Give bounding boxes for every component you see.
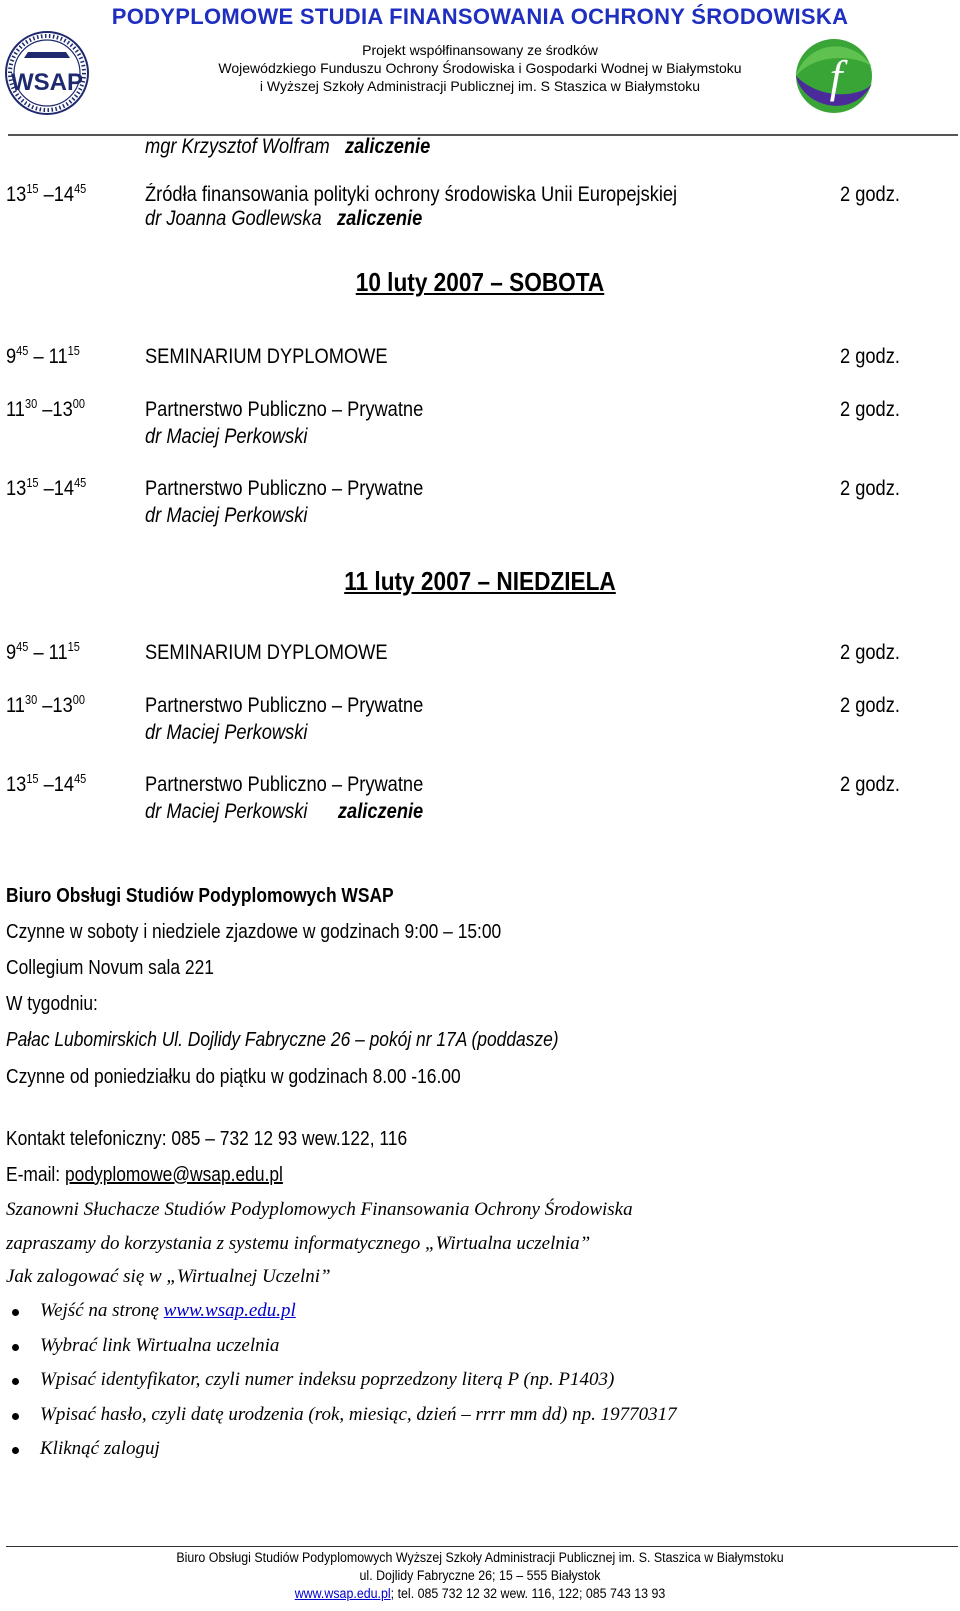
bullet-icon [12,1447,19,1454]
time-range: $13^{15}$ $-14^{45}$ [6,181,87,206]
course-hours: 2 godz. [840,694,900,717]
login-step-5: Kliknąć zaloguj [40,1438,160,1459]
time-range: $9^{45} - 11^{15}$ [6,639,80,664]
email-link[interactable]: podyplomowe@wsap.edu.pl [64,1164,283,1186]
login-step-1: Wejść na stronę www.wsap.edu.pl [40,1300,296,1321]
bullet-icon [12,1413,19,1420]
course-lecturer: dr Joanna Godlewska zaliczenie [145,207,423,230]
bullet-icon [12,1378,19,1385]
wsap-logo [4,30,90,116]
office-address: Pałac Lubomirskich Ul. Dojlidy Fabryczne 26 – pokój nr 17A (poddasze) [6,1029,559,1051]
login-step-3: Wpisać identyfikator, czyli numer indeksu poprzedzony literą P (np. P1403) [40,1369,615,1390]
footer-divider [6,1546,958,1547]
course-subject: Partnerstwo Publiczno – Prywatne [145,773,424,796]
course-lecturer: dr Maciej Perkowski [145,425,308,448]
course-subject: Źródła finansowania polityki ochrony środowiska Unii Europejskiej [145,183,678,206]
svg-text:f: f [829,51,843,102]
course-hours: 2 godz. [840,398,900,421]
footer-website-link[interactable]: www.wsap.edu.pl [294,1586,391,1601]
course-lecturer: dr Maciej Perkowski zaliczenie [145,800,424,823]
time-range: $11^{30}$ $-13^{00}$ [6,692,85,717]
course-lecturer: dr Maciej Perkowski [145,721,308,744]
bullet-icon [12,1344,19,1351]
svg-text:WSAP: WSAP [11,69,83,96]
wsap-website-link[interactable]: www.wsap.edu.pl [163,1300,296,1321]
time-range: $9^{45} - 11^{15}$ [6,343,80,368]
fund-logo [792,36,876,116]
course-subject: Partnerstwo Publiczno – Prywatne [145,398,424,421]
office-phone: Kontakt telefoniczny: 085 – 732 12 93 wew.122, 116 [6,1128,408,1150]
course-hours: 2 godz. [840,477,900,500]
office-weekday-label: W tygodniu: [6,993,98,1015]
time-range: $13^{15}$ $-14^{45}$ [6,771,87,796]
document-title: PODYPLOMOWE STUDIA FINANSOWANIA OCHRONY ŚRODOWISKA [111,4,849,29]
notice-line-1: Szanowni Słuchacze Studiów Podyplomowych Finansowania Ochrony Środowiska [6,1199,633,1220]
header-line-2: Wojewódzkiego Funduszu Ochrony Środowiska i Gospodarki Wodnej w Białymstoku [218,60,742,76]
office-room: Collegium Novum sala 221 [6,957,214,979]
bullet-icon [12,1309,19,1316]
course-lecturer: dr Maciej Perkowski [145,504,308,527]
login-step-4: Wpisać hasło, czyli datę urodzenia (rok, miesiąc, dzień – rrrr mm dd) np. 19770317 [40,1404,677,1425]
login-howto-heading: Jak zalogować się w „Wirtualnej Uczelni” [6,1266,331,1287]
time-range: $11^{30}$ $-13^{00}$ [6,396,85,421]
course-subject: SEMINARIUM DYPLOMOWE [145,641,388,664]
course-hours: 2 godz. [840,641,900,664]
footer-line-1: Biuro Obsługi Studiów Podyplomowych Wyższej Szkoły Administracji Publicznej im. S. Staszica w Białymstoku [176,1550,784,1565]
carry-over-lecturer: mgr Krzysztof Wolfram zaliczenie [145,135,431,158]
office-email-line: E-mail: podyplomowe@wsap.edu.pl [6,1164,283,1186]
office-heading: Biuro Obsługi Studiów Podyplomowych WSAP [6,885,394,907]
day-heading-sunday: 11 luty 2007 – NIEDZIELA [344,566,616,596]
header-line-3: i Wyższej Szkoły Administracji Publicznej im. S Staszica w Białymstoku [259,78,701,94]
notice-line-2: zapraszamy do korzystania z systemu informatycznego „Wirtualna uczelnia” [6,1233,591,1254]
course-subject: Partnerstwo Publiczno – Prywatne [145,477,424,500]
time-range: $13^{15}$ $-14^{45}$ [6,475,87,500]
course-hours: 2 godz. [840,183,900,206]
course-hours: 2 godz. [840,773,900,796]
day-heading-saturday: 10 luty 2007 – SOBOTA [355,267,605,297]
header-line-1: Projekt współfinansowany ze środków [362,42,598,58]
office-weekday-hours: Czynne od poniedziałku do piątku w godzinach 8.00 -16.00 [6,1066,461,1088]
course-subject: SEMINARIUM DYPLOMOWE [145,345,388,368]
footer-line-3: www.wsap.edu.pl; tel. 085 732 12 32 wew. 116, 122; 085 743 13 93 [294,1586,666,1601]
footer-line-2: ul. Dojlidy Fabryczne 26; 15 – 555 Białystok [359,1568,601,1583]
course-subject: Partnerstwo Publiczno – Prywatne [145,694,424,717]
login-step-2: Wybrać link Wirtualna uczelnia [40,1335,280,1356]
office-weekend-hours: Czynne w soboty i niedziele zjazdowe w godzinach 9:00 – 15:00 [6,921,502,943]
course-hours: 2 godz. [840,345,900,368]
